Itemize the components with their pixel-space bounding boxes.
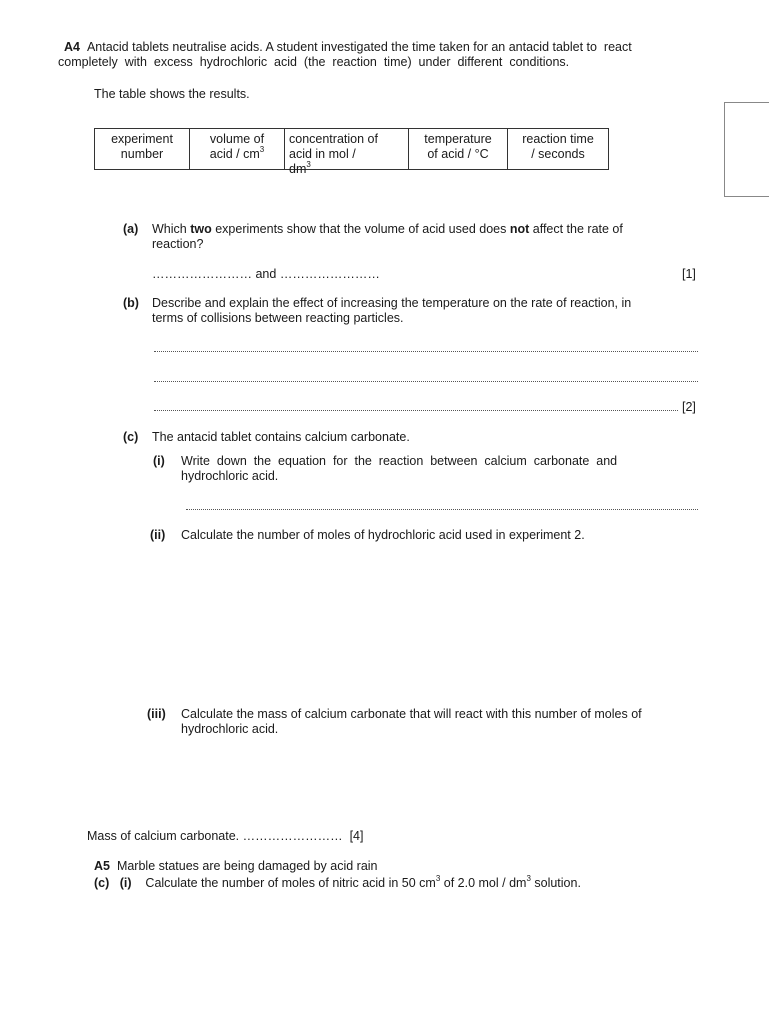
part-b-answer-line-2[interactable] (154, 381, 698, 382)
question-a5-c-i: (c) (i) Calculate the number of moles of nitric acid in 50 $cm^3$ of 2.0 mol / $dm^3$ solution. (94, 873, 581, 890)
part-c-marks: [4] (349, 829, 364, 843)
margin-marks-box (724, 102, 769, 197)
part-c-i-answer-line[interactable] (186, 509, 698, 510)
header-reaction-time: reaction time / seconds (508, 129, 609, 170)
part-b-marks: [2] (682, 400, 696, 414)
part-c-label: (c) (123, 430, 139, 444)
part-a-label: (a) (123, 222, 139, 236)
header-volume-of-acid: volume of acid / $cm^3$ (190, 129, 285, 170)
part-c-i-label: (i) (153, 454, 165, 468)
part-a-answer-line[interactable]: …………………… and …………………… (152, 267, 380, 281)
part-a5-c-i-label: (i) (119, 876, 132, 890)
part-c-answer-line[interactable]: Mass of calcium carbonate. …………………… [4] (87, 829, 364, 843)
part-b-answer-line-3[interactable] (154, 410, 678, 411)
part-c-text: The antacid tablet contains calcium carbonate. (152, 430, 410, 444)
part-b-answer-line-1[interactable] (154, 351, 698, 352)
part-a5-c-label: (c) (94, 876, 110, 890)
question-number-a4: A4 (64, 40, 80, 54)
header-temperature-of-acid: temperature of acid / °C (409, 129, 508, 170)
part-b-question: Describe and explain the effect of increasing the temperature on the rate of reaction, in terms of collisions between reacting particles. (152, 296, 632, 325)
part-c-ii-label: (ii) (150, 528, 166, 542)
results-table (94, 128, 609, 176)
header-concentration-of-acid: concentration of acid in mol / $dm^3$ (285, 129, 409, 170)
results-table-header-row (95, 129, 609, 170)
part-a-question: Which two experiments show that the volume of acid used does not affect the rate of reaction? (152, 222, 623, 251)
part-c-ii-question: Calculate the number of moles of hydrochloric acid used in experiment 2. (181, 528, 585, 542)
question-a5-intro: A5 Marble statues are being damaged by acid rain (94, 859, 378, 873)
part-c-iii-question: Calculate the mass of calcium carbonate that will react with this number of moles of hydrochloric acid. (181, 707, 642, 736)
part-a-marks: [1] (682, 267, 696, 281)
question-number-a5: A5 (94, 859, 110, 873)
part-c-i-question: Write down the equation for the reaction between calcium carbonate and hydrochloric acid. (181, 454, 618, 483)
question-a4-line1: A4 Antacid tablets neutralise acids. A student investigated the time taken for an antacid tablet to react (64, 40, 632, 54)
question-a4-intro (58, 40, 736, 70)
part-b-label: (b) (123, 296, 139, 310)
table-intro: The table shows the results. (94, 87, 250, 101)
part-c-iii-label: (iii) (147, 707, 166, 721)
header-experiment-number: experiment number (95, 129, 190, 170)
question-a4-line2: completely with excess hydrochloric acid (the reaction time) under different conditions. (58, 55, 570, 69)
